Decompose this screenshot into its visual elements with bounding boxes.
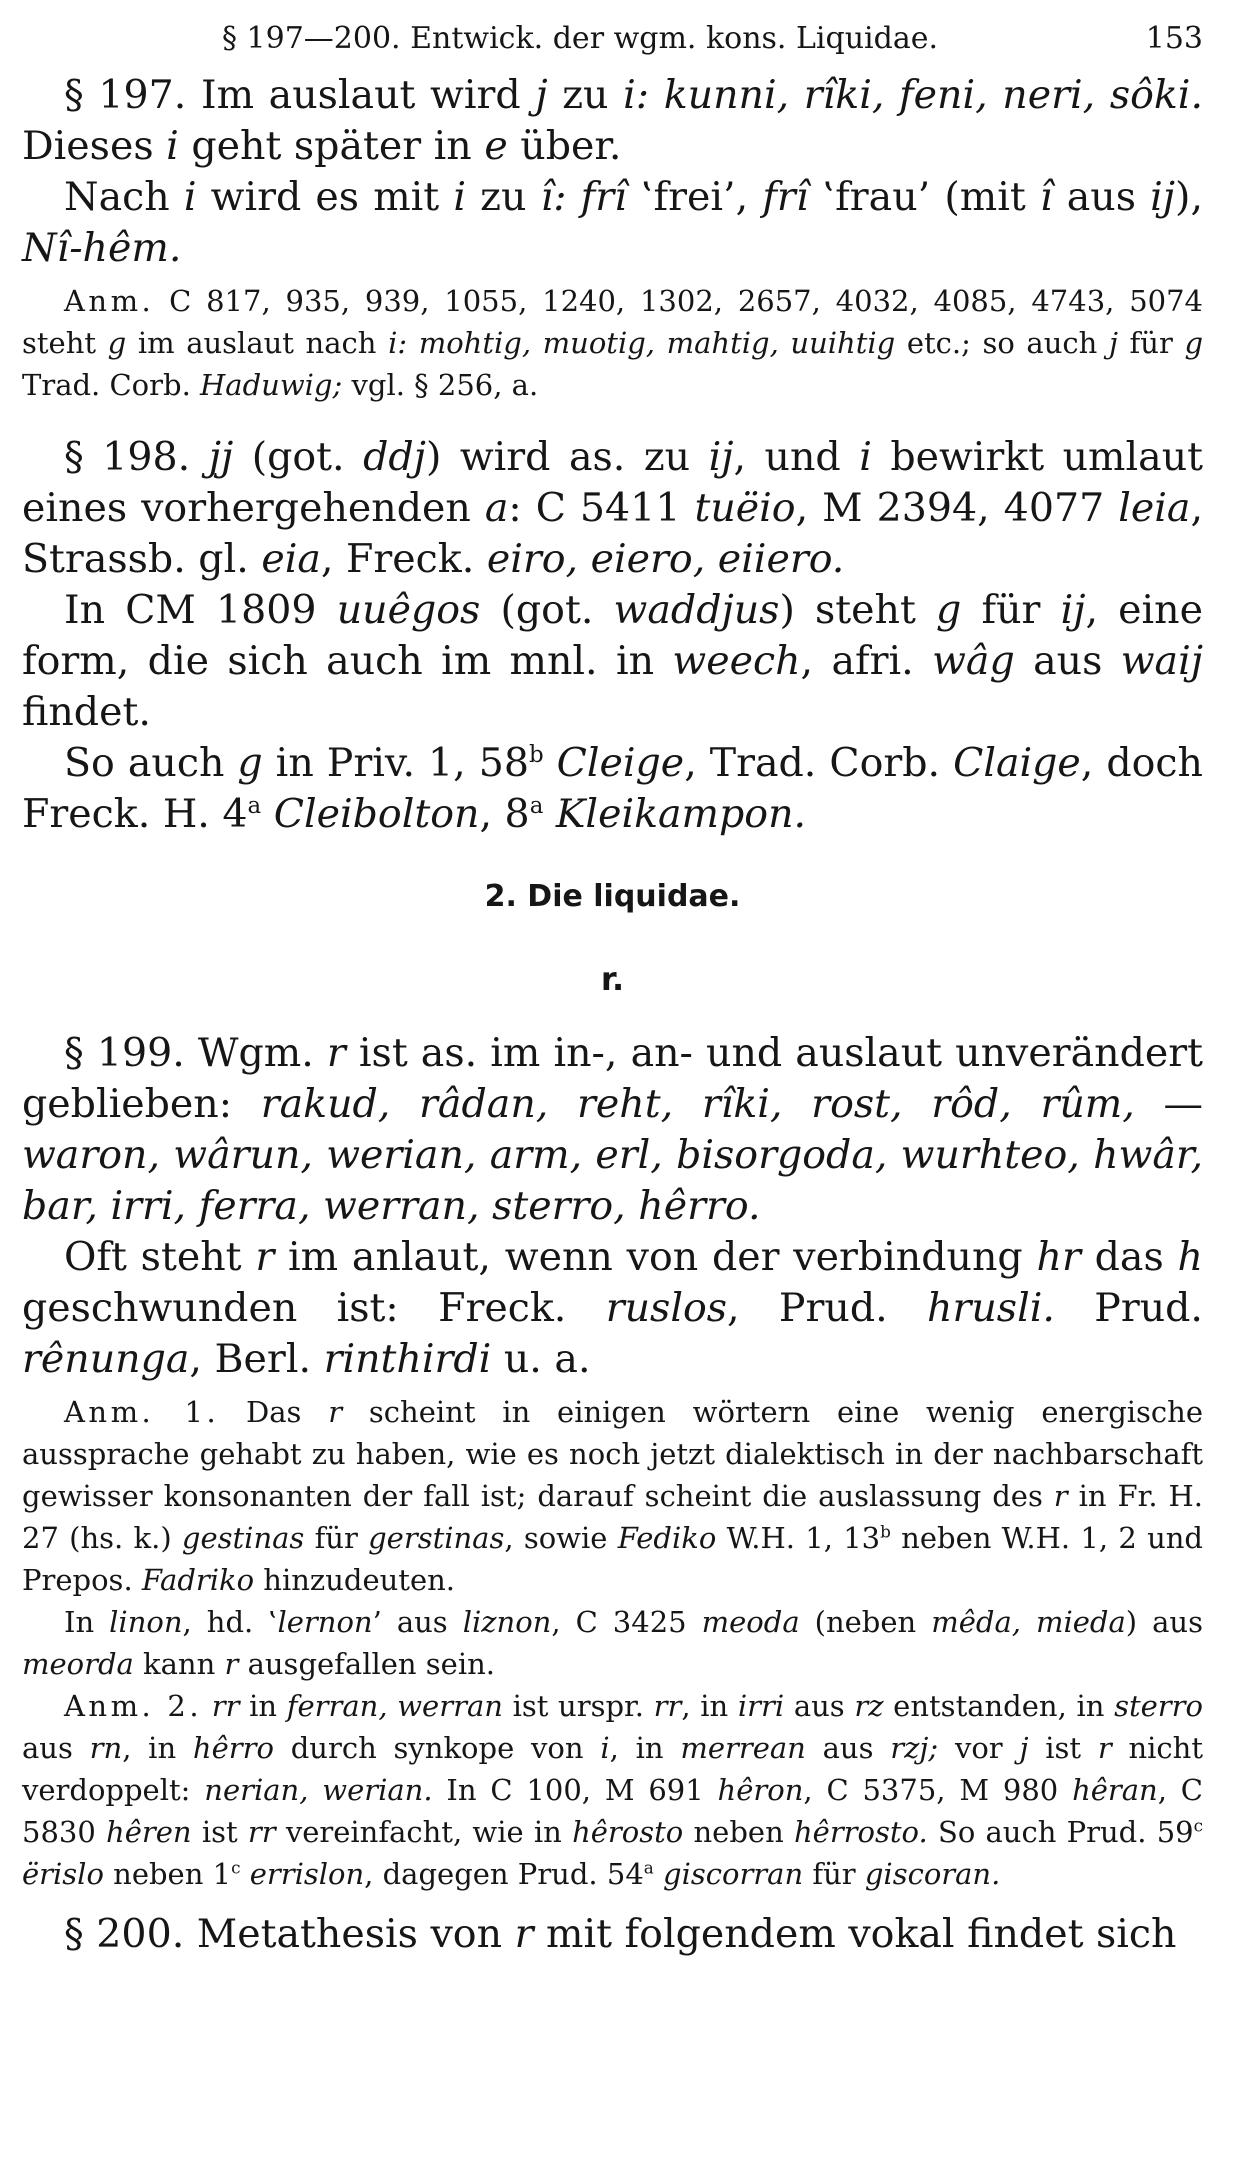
- section-197-paragraph-2: [22, 172, 1203, 274]
- text-run: Oft steht: [64, 1234, 256, 1280]
- italic-term: i: [183, 174, 197, 220]
- italic-term: Fediko: [617, 1521, 717, 1555]
- italic-term: ij: [1060, 587, 1086, 633]
- text-run: Dieses: [22, 123, 167, 169]
- italic-term: rakud, râdan, reht, rîki, rost, rôd, rûm,: [260, 1081, 1135, 1127]
- text-run: für: [803, 1857, 865, 1891]
- text-run: C 817, 935, 939, 1055, 1240, 1302, 2657, 4032, 4085, 4743, 5074 steht: [22, 284, 1203, 360]
- text-run: findet.: [22, 689, 151, 735]
- sub-heading: r.: [600, 960, 625, 998]
- italic-term: Fadriko: [141, 1563, 255, 1597]
- text-run: In: [64, 1605, 110, 1639]
- section-198-paragraph-2: [22, 585, 1203, 738]
- italic-term: Cleige: [556, 740, 685, 786]
- text-run: geschwunden ist: Freck.: [22, 1285, 606, 1331]
- text-run: scheint in einigen wörtern eine wenig energische aussprache gehabt zu haben, wie es noch jetzt dialektisch in der nachbarschaft gewisser konsonanten der fall ist; darauf scheint die auslassung des: [22, 1395, 1204, 1513]
- section-197-annotation: [22, 280, 1203, 406]
- text-run: in Priv. 1, 58: [262, 740, 529, 786]
- section-198-paragraph: [22, 432, 1203, 585]
- section-200-paragraph: [22, 1909, 1203, 1960]
- italic-term: linon: [109, 1605, 183, 1639]
- text-run: [240, 1857, 249, 1891]
- text-run: [202, 1689, 212, 1723]
- text-run: Das: [219, 1395, 329, 1429]
- italic-term: i: [166, 123, 179, 169]
- italic-term: ruslos: [605, 1285, 728, 1331]
- italic-term: î: frî: [540, 174, 627, 220]
- italic-term: r: [1097, 1731, 1112, 1765]
- italic-term: e: [484, 123, 508, 169]
- text-run: aus: [784, 1689, 855, 1723]
- italic-term: g: [1184, 326, 1204, 360]
- italic-term: hêren: [106, 1815, 192, 1849]
- text-run: für: [961, 587, 1061, 633]
- superscript: a: [643, 1857, 654, 1878]
- text-run: vgl. § 256, a.: [342, 368, 539, 402]
- text-run: hinzudeuten.: [254, 1563, 455, 1597]
- text-run: In CM 1809: [64, 587, 337, 633]
- text-run: , afri.: [800, 638, 933, 684]
- text-run: vor: [938, 1731, 1020, 1765]
- text-run: bewirkt umlaut eines vorhergehenden: [22, 434, 1204, 531]
- superscript: b: [528, 741, 544, 768]
- italic-term: r: [328, 1395, 343, 1429]
- text-run: das: [1080, 1234, 1178, 1280]
- text-run: [261, 791, 274, 837]
- annotation-label: Anm. 2.: [64, 1689, 203, 1723]
- text-run: ist as. im in-, an- und auslaut unverändert geblieben:: [22, 1030, 1204, 1127]
- text-run: für: [1117, 326, 1185, 360]
- italic-term: a: [484, 485, 509, 531]
- italic-term: gerstinas: [368, 1521, 505, 1555]
- text-run: [544, 740, 557, 786]
- italic-term: rinthirdi: [323, 1336, 492, 1382]
- text-run: aus: [1014, 638, 1121, 684]
- italic-term: irri: [737, 1689, 785, 1723]
- text-run: [649, 72, 664, 118]
- italic-term: weech: [672, 638, 801, 684]
- italic-term: g: [107, 326, 127, 360]
- text-run: mit folgendem vokal findet sich: [533, 1911, 1177, 1957]
- text-run: § 198.: [64, 434, 209, 480]
- text-run: , in: [122, 1731, 193, 1765]
- italic-term: hrusli.: [927, 1285, 1055, 1331]
- italic-term: j: [1019, 1731, 1029, 1765]
- italic-term: j: [1108, 326, 1118, 360]
- italic-term: hêran: [1072, 1773, 1158, 1807]
- text-run: neben W.H. 1, 2 und Prepos.: [22, 1521, 1203, 1597]
- text-run: ),: [1175, 174, 1203, 220]
- text-run: in Fr. H. 27 (hs. k.): [22, 1479, 1203, 1555]
- italic-term: frî: [762, 174, 809, 220]
- annotation-label: Anm.: [64, 284, 155, 318]
- italic-term: eiro, eiero, eiiero.: [486, 536, 845, 582]
- text-run: W.H. 1, 13: [716, 1521, 881, 1555]
- section-199-annotation-1b: [22, 1601, 1203, 1685]
- italic-term: kunni, rîki, feni, neri, sôki.: [663, 72, 1203, 118]
- superscript: c: [1193, 1815, 1204, 1836]
- section-199-paragraph: [22, 1028, 1203, 1232]
- italic-term: j: [535, 72, 548, 118]
- text-run: , dagegen Prud. 54: [364, 1857, 644, 1891]
- italic-term: meoda: [701, 1605, 800, 1639]
- text-run: , Prud.: [727, 1285, 928, 1331]
- italic-term: i: [859, 434, 872, 480]
- italic-term: g: [237, 740, 263, 786]
- italic-term: rr: [211, 1689, 240, 1723]
- italic-term: hêron: [717, 1773, 804, 1807]
- text-run: [543, 791, 556, 837]
- text-run: In C 100, M 691: [432, 1773, 718, 1807]
- section-199-annotation-1: [22, 1391, 1203, 1601]
- text-run: nicht verdoppelt:: [22, 1731, 1203, 1807]
- italic-term: î: [1039, 174, 1053, 220]
- italic-term: eia: [261, 536, 321, 582]
- text-run: , M 2394, 4077: [795, 485, 1119, 531]
- text-run: neben: [683, 1815, 794, 1849]
- italic-term: ddj: [363, 434, 426, 480]
- italic-term: gestinas: [181, 1521, 305, 1555]
- text-run: , doch Freck. H. 4: [22, 740, 1203, 837]
- text-run: , in: [681, 1689, 738, 1723]
- italic-term: giscorran: [663, 1857, 804, 1891]
- text-run: ‛frei’,: [626, 174, 763, 220]
- text-run: Nach: [64, 174, 184, 220]
- text-run: ) aus: [1125, 1605, 1203, 1639]
- text-run: , hd. ‛: [182, 1605, 278, 1639]
- text-run: , Freck.: [320, 536, 487, 582]
- text-run: , Trad. Corb.: [684, 740, 954, 786]
- italic-term: rênunga: [22, 1336, 190, 1382]
- italic-term: i: mohtig, muotig, mahtig, uuihtig: [388, 326, 896, 360]
- text-run: ’ aus: [372, 1605, 463, 1639]
- text-run: in: [239, 1689, 287, 1723]
- text-run: So auch: [64, 740, 238, 786]
- text-run: im anlaut, wenn von der verbindung: [274, 1234, 1037, 1280]
- text-run: , Berl.: [189, 1336, 324, 1382]
- italic-term: Haduwig;: [200, 368, 343, 402]
- text-run: Trad. Corb.: [22, 368, 201, 402]
- italic-term: ërislo: [22, 1857, 104, 1891]
- text-run: ist: [191, 1815, 248, 1849]
- italic-term: r: [514, 1911, 534, 1957]
- text-run: , 8: [479, 791, 530, 837]
- italic-term: liznon: [462, 1605, 552, 1639]
- italic-term: rr: [247, 1815, 276, 1849]
- italic-term: tuëio: [694, 485, 796, 531]
- italic-term: Claige: [953, 740, 1081, 786]
- running-head: [22, 14, 1203, 64]
- italic-term: ij: [1150, 174, 1176, 220]
- text-run: zu: [547, 72, 624, 118]
- text-run: kann: [133, 1647, 225, 1681]
- italic-term: Kleikampon.: [555, 791, 807, 837]
- text-run: über.: [507, 123, 622, 169]
- italic-term: ferran, werran: [286, 1689, 503, 1723]
- text-run: : C 5411: [508, 485, 695, 531]
- italic-term: hêrrosto.: [793, 1815, 928, 1849]
- superscript: a: [247, 792, 262, 819]
- text-run: für: [304, 1521, 369, 1555]
- section-197-paragraph: [22, 70, 1203, 172]
- italic-term: r: [255, 1234, 275, 1280]
- text-run: , sowie: [504, 1521, 618, 1555]
- italic-term: giscoran.: [864, 1857, 1001, 1891]
- superscript: c: [231, 1857, 241, 1878]
- italic-term: r: [1053, 1479, 1068, 1513]
- text-run: neben 1: [103, 1857, 232, 1891]
- italic-term: hr: [1036, 1234, 1081, 1280]
- text-run: zu: [465, 174, 541, 220]
- italic-term: sterro: [1114, 1689, 1203, 1723]
- text-run: u. a.: [491, 1336, 591, 1382]
- italic-term: g: [936, 587, 962, 633]
- text-run: ausgefallen sein.: [238, 1647, 496, 1681]
- italic-term: hêrosto: [572, 1815, 684, 1849]
- text-run: ist urspr.: [502, 1689, 654, 1723]
- text-run: —: [1134, 1081, 1203, 1127]
- text-run: (neben: [799, 1605, 932, 1639]
- text-run: wird es mit: [196, 174, 454, 220]
- text-run: ‛frau’ (mit: [808, 174, 1040, 220]
- italic-term: i: [600, 1731, 610, 1765]
- italic-term: merrean: [680, 1731, 806, 1765]
- italic-term: waij: [1120, 638, 1203, 684]
- italic-term: ij: [708, 434, 734, 480]
- text-run: [654, 1857, 663, 1891]
- text-run: § 199. Wgm.: [64, 1030, 327, 1076]
- italic-term: waron, wârun, werian, arm, erl, bisorgoda, wurhteo, hwâr, bar, irri, ferra, werran, sterro, hêrro.: [22, 1132, 1203, 1229]
- italic-term: rzj;: [890, 1731, 939, 1765]
- section-heading: 2. Die liquidae.: [484, 879, 741, 914]
- section-198-paragraph-3: [22, 738, 1203, 840]
- italic-term: waddjus: [613, 587, 780, 633]
- italic-term: rn: [89, 1731, 123, 1765]
- text-run: § 200. Metathesis von: [64, 1911, 515, 1957]
- italic-term: r: [224, 1647, 239, 1681]
- text-run: (got.: [233, 434, 364, 480]
- italic-term: r: [326, 1030, 346, 1076]
- text-run: durch synkope von: [273, 1731, 601, 1765]
- italic-term: uuêgos: [336, 587, 481, 633]
- text-run: ) steht: [779, 587, 936, 633]
- text-run: geht später in: [178, 123, 485, 169]
- section-199-annotation-2: [22, 1685, 1203, 1895]
- text-run: , und: [733, 434, 860, 480]
- text-run: ) wird as. zu: [425, 434, 709, 480]
- annotation-label: Anm. 1.: [64, 1395, 220, 1429]
- text-run: ist: [1028, 1731, 1098, 1765]
- italic-term: rz: [854, 1689, 884, 1723]
- text-run: , in: [609, 1731, 681, 1765]
- superscript: a: [529, 792, 544, 819]
- italic-term: i: [453, 174, 466, 220]
- italic-term: h: [1177, 1234, 1203, 1280]
- text-run: Prud.: [1054, 1285, 1203, 1331]
- text-run: , C 5375, M 980: [803, 1773, 1073, 1807]
- text-run: § 197. Im auslaut wird: [64, 72, 536, 118]
- italic-term: i:: [623, 72, 650, 118]
- text-run: aus: [1052, 174, 1151, 220]
- italic-term: rr: [653, 1689, 682, 1723]
- text-run: aus: [805, 1731, 891, 1765]
- text-run: , eine form, die sich auch im mnl. in: [22, 587, 1203, 684]
- text-run: etc.; so auch: [895, 326, 1109, 360]
- italic-term: meorda: [22, 1647, 134, 1681]
- text-run: , Strassb. gl.: [22, 485, 1203, 582]
- text-run: , C 5830: [22, 1773, 1203, 1849]
- italic-term: lernon: [277, 1605, 373, 1639]
- italic-term: jj: [208, 434, 234, 480]
- italic-term: Cleibolton: [273, 791, 480, 837]
- text-run: entstanden, in: [883, 1689, 1115, 1723]
- page-number: 153: [1145, 21, 1203, 56]
- italic-term: hêrro: [192, 1731, 274, 1765]
- italic-term: wâg: [932, 638, 1015, 684]
- italic-term: nerian, werian.: [204, 1773, 433, 1807]
- text-run: , C 3425: [551, 1605, 702, 1639]
- italic-term: leia: [1118, 485, 1191, 531]
- italic-term: errislon: [249, 1857, 365, 1891]
- superscript: b: [880, 1521, 891, 1542]
- section-199-paragraph-2: [22, 1232, 1203, 1385]
- italic-term: mêda, mieda: [931, 1605, 1126, 1639]
- text-run: vereinfacht, wie in: [275, 1815, 573, 1849]
- text-run: aus: [22, 1731, 90, 1765]
- text-run: im auslaut nach: [126, 326, 389, 360]
- running-head-title: § 197—200. Entwick. der wgm. kons. Liquidae.: [222, 21, 939, 56]
- italic-term: Nî-hêm.: [22, 225, 182, 271]
- text-run: So auch Prud. 59: [927, 1815, 1194, 1849]
- text-run: (got.: [480, 587, 614, 633]
